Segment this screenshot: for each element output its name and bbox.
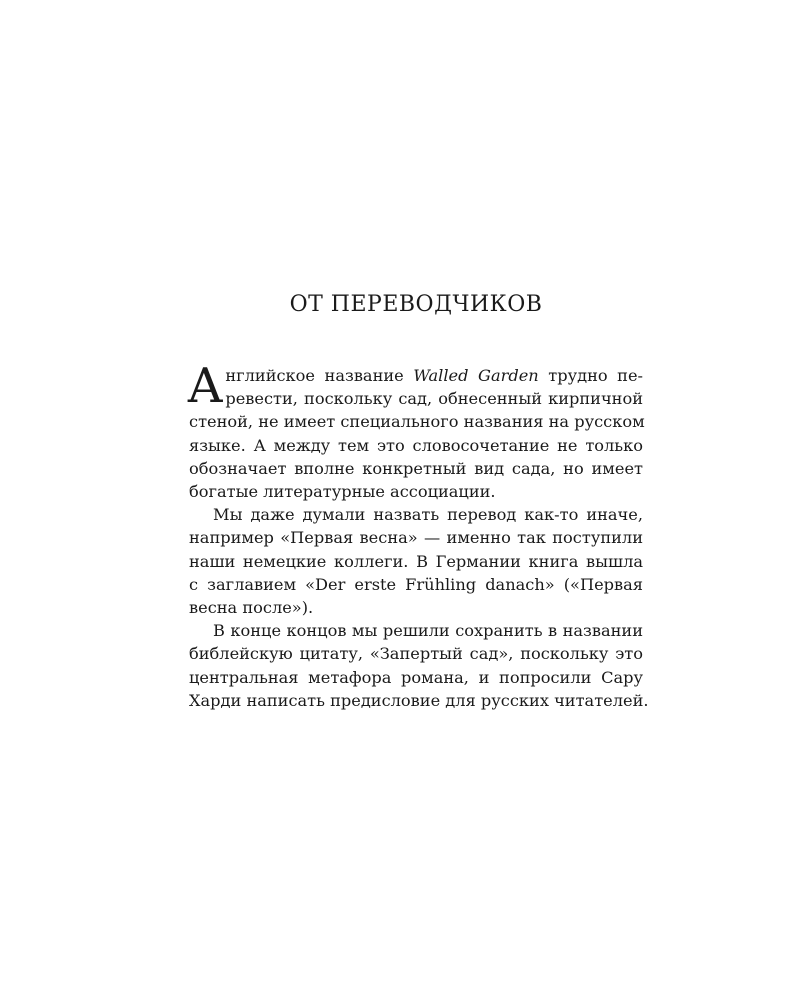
paragraph-line: библейскую цитату, «Запертый сад», поскольку это — [189, 644, 643, 664]
paragraph-3 — [189, 619, 649, 712]
paragraph-line: богатые литературные ассоциации. — [189, 482, 496, 502]
paragraph-1 — [187, 358, 645, 503]
paragraph-line: с заглавием «Der erste Frühling danach» («Первая — [189, 574, 643, 594]
paragraph-line: Мы даже думали назвать перевод как-то иначе, — [213, 505, 643, 525]
paragraph-line: Харди написать предисловие для русских читателей. — [189, 690, 649, 710]
drop-cap: А — [187, 358, 224, 414]
paragraph-line: стеной, не имеет специального названия на русском — [189, 412, 645, 432]
book-title-original: Walled Garden — [413, 366, 539, 385]
paragraph-line: наши немецкие коллеги. В Германии книга вышла — [189, 551, 643, 571]
paragraph-line: языке. А между тем это словосочетание не только — [189, 435, 643, 455]
paragraph-2 — [189, 503, 643, 619]
paragraph-line: нглийское название Walled Garden трудно пе- — [225, 366, 643, 385]
paragraph-line: ревести, поскольку сад, обнесенный кирпичной — [225, 389, 643, 409]
page-title: ОТ ПЕРЕВОДЧИКОВ — [289, 292, 543, 317]
paragraph-line: весна после»). — [189, 598, 314, 618]
paragraph-line: обозначает вполне конкретный вид сада, но имеет — [189, 458, 643, 478]
page-body — [187, 290, 649, 712]
paragraph-line: центральная метафора романа, и попросили Сару — [189, 667, 643, 687]
paragraph-line: В конце концов мы решили сохранить в названии — [213, 621, 643, 641]
paragraph-line: например «Первая весна» — именно так поступили — [189, 528, 643, 548]
